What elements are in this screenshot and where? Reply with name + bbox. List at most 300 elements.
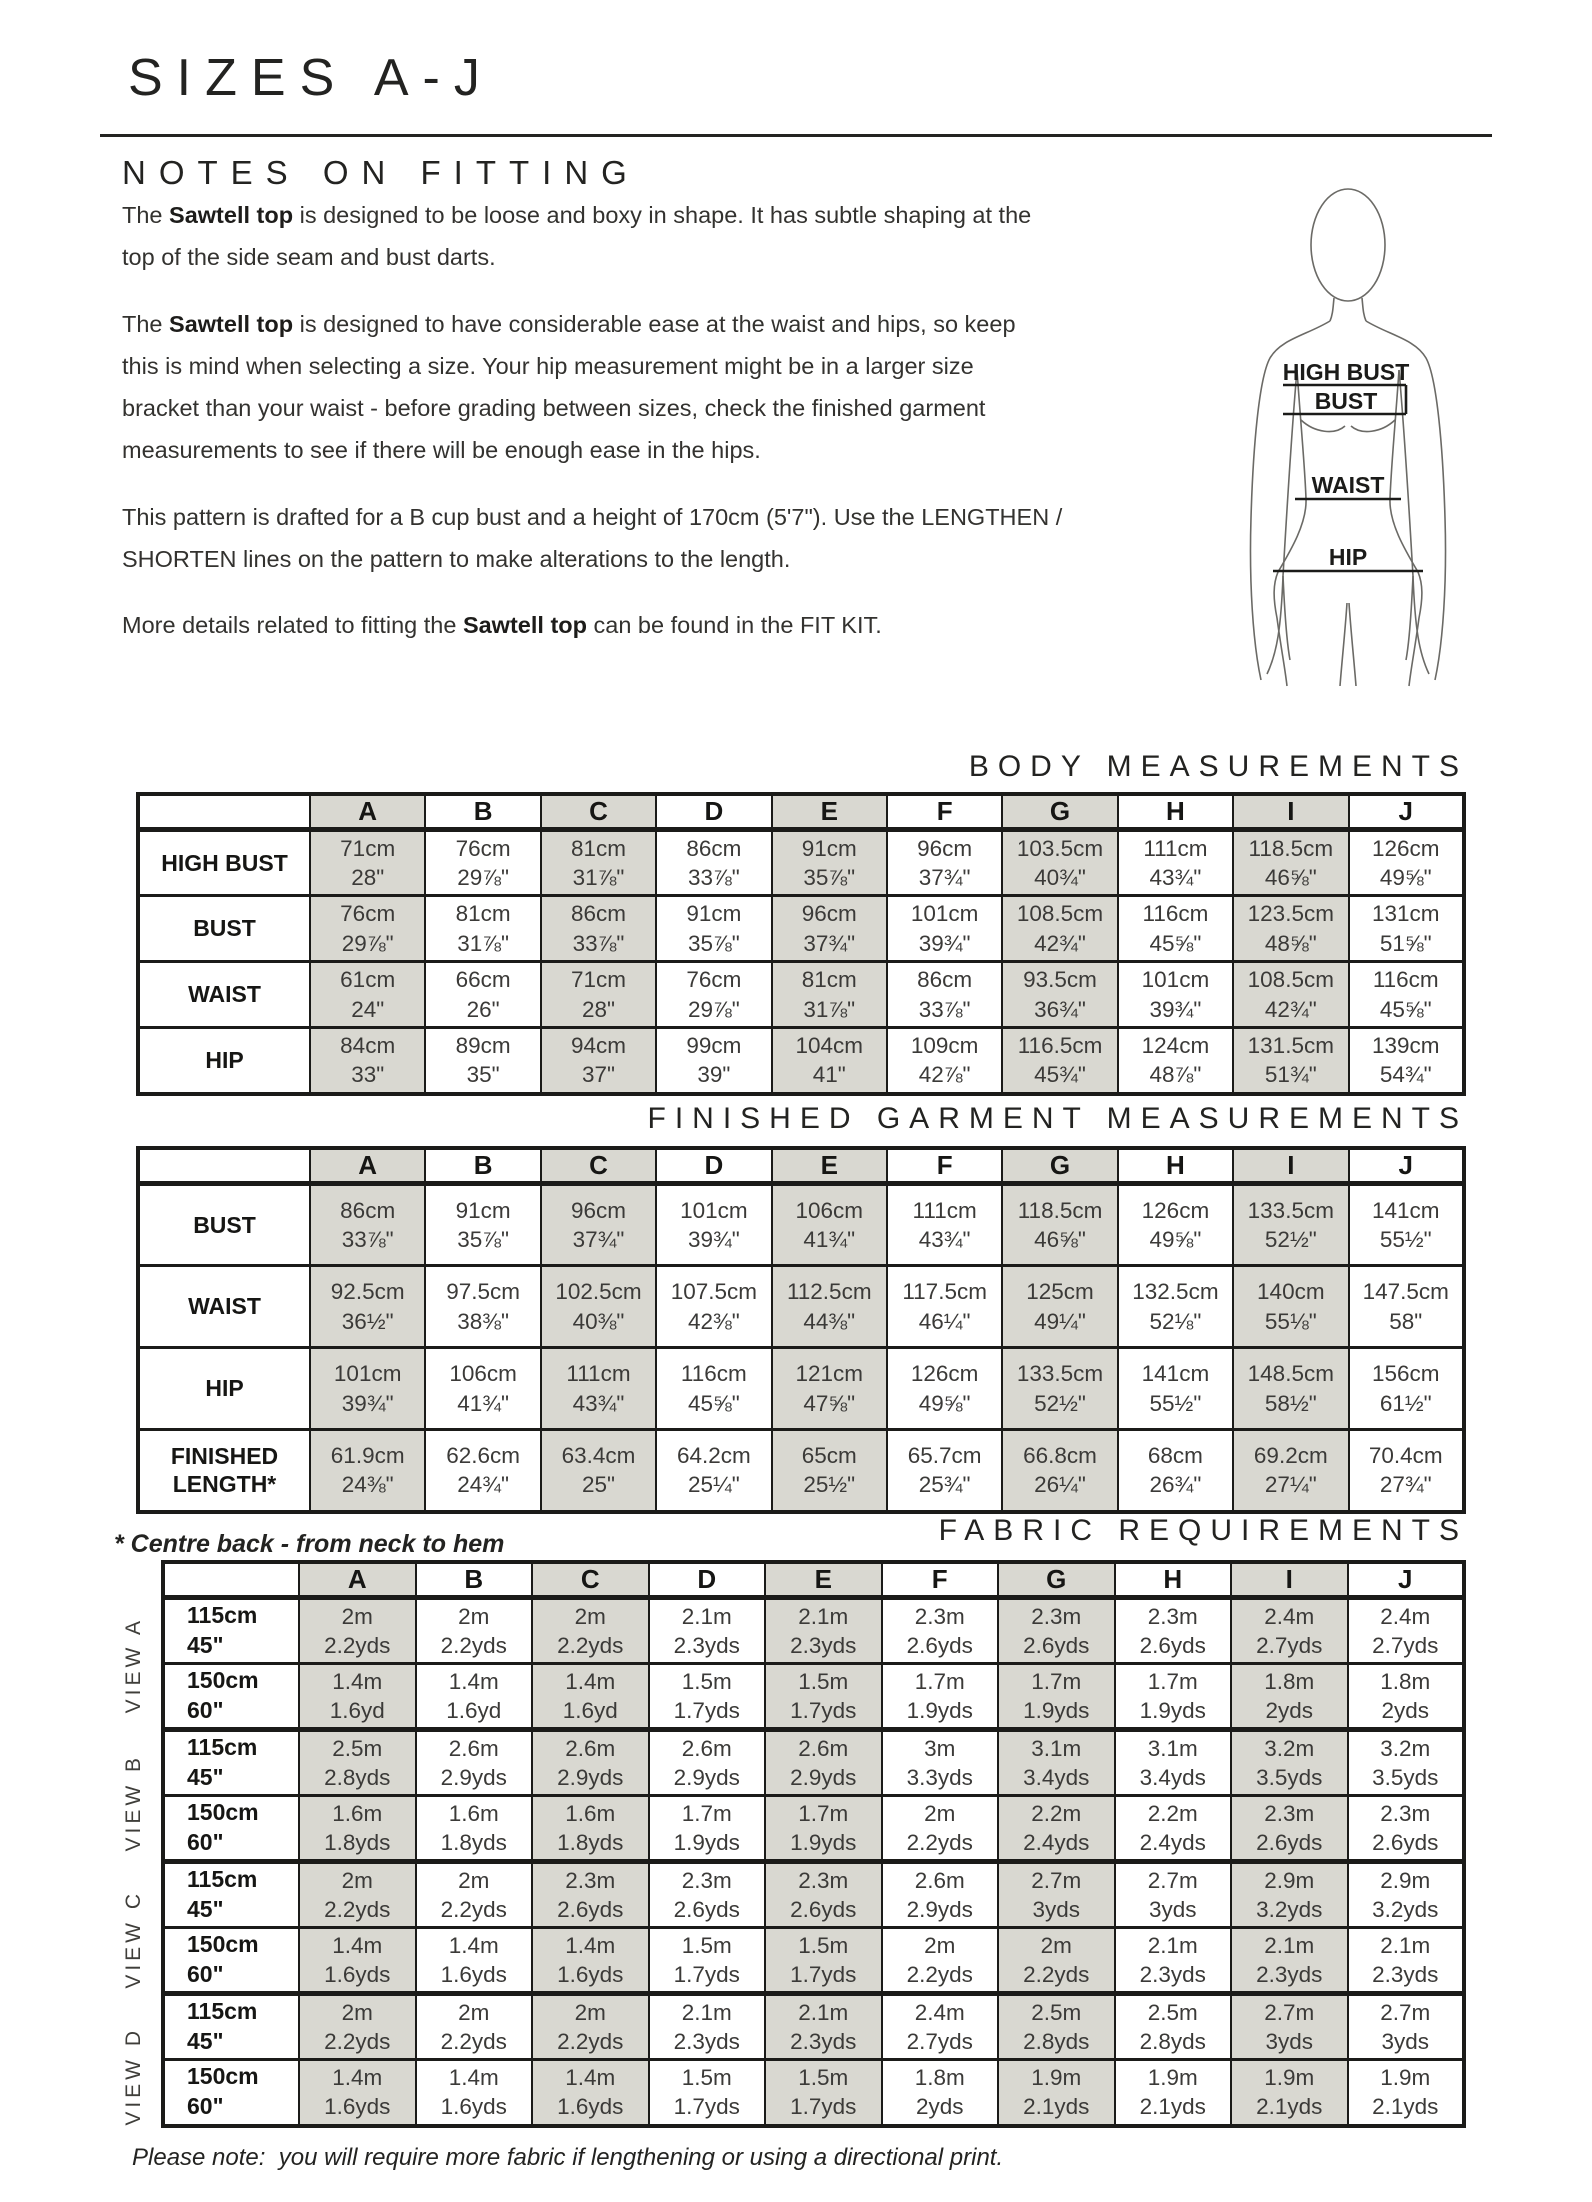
metric-value: 2.1m [1147,1932,1198,1958]
imperial-value: 3yds [1148,1897,1197,1922]
metric-value: 131cm [1371,901,1440,927]
fabric-cell [649,1796,766,1862]
measurement-cell [656,1184,771,1266]
metric-value: 2.9m [1380,1867,1431,1893]
fabric-cell [649,1928,766,1994]
fabric-cell [1231,1994,1348,2060]
imperial-value: 29⅞" [457,865,509,890]
metric-value: 2.3m [565,1867,616,1893]
divider-rule [100,134,1492,137]
imperial-value: 33⅞" [572,930,625,956]
fabric-cell [1348,1994,1465,2060]
measurement-cell [425,962,540,1028]
view-label-text: VIEW A [122,1617,145,1714]
imperial-value: 29⅞" [341,930,394,956]
metric-value: 1.4m [332,2065,383,2090]
text-run: This pattern is drafted for a B cup bust and a height of 170cm (5'7"). Use the LENGTHEN / [122,503,1063,530]
metric-value: 108.5cm [1247,967,1334,993]
imperial-value: 58½" [1264,1390,1317,1416]
fabric-width-cm: 115cm [187,1998,258,2025]
metric-value: 2.1m [798,1999,849,2025]
metric-value: 1.5m [681,1932,732,1958]
metric-value: 118.5cm [1017,1197,1103,1223]
measurement-cell [887,1266,1002,1348]
metric-value: 61cm [340,967,396,993]
fabric-cell [1231,1664,1348,1730]
metric-value: 2.1m [798,1603,849,1629]
size-column-header: G [1002,794,1117,830]
measurement-cell [541,1348,656,1430]
imperial-value: 2.6yds [1256,1830,1323,1855]
metric-value: 116cm [1142,901,1209,927]
measurement-cell [1118,1184,1233,1266]
measurement-cell [541,1430,656,1512]
metric-value: 109cm [910,1033,979,1058]
metric-value: 66cm [455,967,511,993]
metric-value: 147.5cm [1362,1279,1449,1305]
fabric-cell [1115,2060,1232,2126]
metric-value: 106cm [795,1197,864,1223]
size-column-header: E [765,1562,882,1598]
fabric-cell [1348,1928,1465,1994]
fabric-requirements-table [161,1560,1466,2128]
imperial-value: 2.9yds [440,1765,507,1790]
imperial-value: 27¾" [1379,1472,1432,1498]
imperial-value: 2.6yds [790,1897,857,1922]
corner-cell [163,1562,299,1598]
imperial-value: 3yds [1032,1897,1081,1922]
measurement-cell [1002,1430,1117,1512]
metric-value: 2.3m [1147,1603,1198,1629]
measurement-cell [1002,896,1117,962]
metric-value: 116cm [1372,967,1439,993]
imperial-value: 1.6yds [557,1962,624,1987]
table-row [138,1184,1464,1266]
imperial-value: 43¾" [1149,865,1202,890]
size-column-header: C [541,1148,656,1184]
table-row [138,830,1464,896]
measurement-cell [1233,1430,1348,1512]
fabric-width-in: 45" [187,1764,224,1790]
fabric-cell [1115,1730,1232,1796]
metric-value: 1.4m [448,1668,499,1694]
metric-value: 62.6cm [446,1443,520,1468]
measurement-cell [541,1028,656,1094]
imperial-value: 49¼" [1034,1308,1086,1334]
imperial-value: 35" [466,1062,500,1088]
fabric-cell [299,1994,416,2060]
text-run: More details related to fitting the [122,612,463,639]
fabric-cell [998,1598,1115,1664]
metric-value: 1.5m [798,1668,849,1694]
measurement-cell [656,1348,771,1430]
metric-value: 96cm [570,1197,626,1223]
measurement-cell [1002,1348,1117,1430]
imperial-value: 54¾" [1379,1062,1432,1088]
metric-value: 91cm [801,835,857,861]
corner-cell [138,794,310,830]
fabric-width-in: 45" [187,1896,224,1922]
fabric-cell [882,1730,999,1796]
measurement-cell [656,896,771,962]
metric-value: 3m [924,1735,956,1761]
imperial-value: 1.6yds [440,2094,507,2120]
fabric-cell [299,1862,416,1928]
imperial-value: 35⅞" [803,865,856,890]
metric-value: 2.3m [1264,1800,1315,1826]
imperial-value: 1.8yds [324,1830,391,1855]
imperial-value: 40⅜" [572,1308,625,1334]
imperial-value: 25" [581,1472,615,1498]
metric-value: 76cm [686,967,742,993]
measurement-cell [887,1184,1002,1266]
fabric-width-in: 60" [187,2093,224,2120]
metric-value: 97.5cm [446,1279,520,1305]
imperial-value: 3.2yds [1372,1897,1439,1922]
metric-value: 1.4m [448,2065,499,2090]
imperial-value: 1.8yds [440,1830,507,1855]
fabric-width-label [163,1730,299,1796]
imperial-value: 3yds [1381,2029,1430,2054]
size-column-header: B [425,794,540,830]
row-label: HIGH BUST [138,830,310,896]
metric-value: 111cm [912,1197,977,1223]
imperial-value: 49⅝" [918,1390,971,1416]
text-run: is designed to be loose and boxy in shape. It has subtle shaping at the [293,202,1032,228]
imperial-value: 39¾" [1149,996,1202,1022]
imperial-value: 26¼" [1034,1472,1086,1498]
imperial-value: 39¾" [918,930,971,956]
imperial-value: 55⅛" [1264,1308,1317,1334]
metric-value: 93.5cm [1023,967,1097,993]
imperial-value: 2.2yds [440,1897,507,1922]
imperial-value: 42¾" [1264,996,1317,1022]
view-label [110,1734,158,1871]
fabric-cell [416,1730,533,1796]
imperial-value: 1.9yds [1139,1698,1206,1723]
measurement-cell [1233,896,1348,962]
imperial-value: 36¾" [1034,996,1086,1022]
imperial-value: 51⅝" [1379,930,1432,956]
measurement-cell [310,1184,425,1266]
metric-value: 101cm [680,1197,748,1223]
metric-value: 139cm [1371,1033,1440,1058]
metric-value: 99cm [686,1033,742,1058]
fabric-cell [532,2060,649,2126]
finished-garment-measurements-table [136,1146,1466,1514]
measurement-cell [772,896,887,962]
fitting-paragraph [122,303,1322,472]
fabric-cell [649,1598,766,1664]
imperial-value: 55½" [1379,1227,1432,1252]
fabric-cell [998,1928,1115,1994]
size-column-header: D [656,794,771,830]
metric-value: 2.1m [1264,1932,1315,1958]
fabric-cell [882,2060,999,2126]
imperial-value: 1.6yds [557,2094,624,2120]
fabric-cell [416,1796,533,1862]
metric-value: 2.2m [1031,1800,1082,1826]
metric-value: 1.8m [1264,1668,1315,1694]
fabric-width-label [163,1994,299,2060]
measurement-cell [1349,1348,1464,1430]
measurement-cell [656,962,771,1028]
fabric-cell [416,1862,533,1928]
fabric-width-cm: 150cm [187,1799,259,1826]
metric-value: 1.7m [1147,1668,1198,1694]
fabric-width-cm: 115cm [187,1866,258,1893]
metric-value: 96cm [801,901,857,927]
imperial-value: 1.9yds [1023,1698,1090,1723]
size-column-header: J [1349,794,1464,830]
metric-value: 2.9m [1264,1867,1315,1893]
imperial-value: 31⅞" [572,865,625,890]
measurement-cell [1233,1266,1348,1348]
imperial-value: 35⅞" [457,1227,509,1252]
fabric-cell [1115,1598,1232,1664]
measurement-cell [772,1430,887,1512]
imperial-value: 45⅝" [687,1390,740,1416]
metric-value: 84cm [340,1033,396,1058]
size-column-header: B [416,1562,533,1598]
metric-value: 1.5m [681,1668,732,1694]
metric-value: 2.4m [914,1999,965,2025]
imperial-value: 29⅞" [687,996,740,1022]
imperial-value: 2.7yds [1256,1633,1323,1658]
imperial-value: 24" [351,996,385,1022]
measurement-cell [1118,1266,1233,1348]
metric-value: 1.4m [565,2065,616,2090]
size-column-header: J [1348,1562,1465,1598]
fabric-cell [416,1664,533,1730]
imperial-value: 33" [351,1062,385,1088]
metric-value: 1.5m [681,2065,732,2090]
metric-value: 2m [574,1999,606,2025]
metric-value: 1.9m [1264,2065,1315,2090]
metric-value: 89cm [455,1033,511,1058]
metric-value: 1.6m [332,1800,383,1826]
imperial-value: 2.4yds [1023,1830,1090,1855]
metric-value: 2.6m [681,1735,732,1761]
measurement-cell [1349,1184,1464,1266]
imperial-value: 45¾" [1034,1062,1086,1088]
imperial-value: 3.3yds [906,1765,973,1790]
measurement-cell [887,1348,1002,1430]
imperial-value: 2.6yds [1372,1830,1439,1855]
fabric-width-in: 60" [187,1697,224,1723]
fabric-cell [532,1730,649,1796]
metric-value: 2.2m [1147,1800,1198,1826]
metric-value: 156cm [1371,1361,1440,1387]
pattern-name-bold: Sawtell top [462,612,587,639]
waist-label: WAIST [1311,472,1385,498]
size-column-header: J [1349,1148,1464,1184]
imperial-value: 25½" [803,1472,856,1498]
measurement-cell [887,830,1002,896]
fabric-cell [998,1664,1115,1730]
imperial-value: 28" [581,996,615,1022]
measurement-cell [772,962,887,1028]
metric-value: 101cm [910,901,979,927]
metric-value: 108.5cm [1016,901,1104,927]
size-column-header: C [541,794,656,830]
metric-value: 2.3m [798,1867,849,1893]
metric-value: 91cm [686,901,742,927]
metric-value: 2.7m [1264,1999,1315,2025]
row-label: WAIST [138,962,310,1028]
imperial-value: 39¾" [687,1227,740,1252]
measurement-cell [541,830,656,896]
fabric-cell [532,1598,649,1664]
metric-value: 106cm [449,1361,517,1387]
imperial-value: 24¾" [457,1472,509,1498]
imperial-value: 2.9yds [906,1897,973,1922]
metric-value: 121cm [795,1361,864,1387]
fabric-width-label [163,1598,299,1664]
row-label: FINISHED LENGTH* [138,1430,310,1512]
table-row [138,896,1464,962]
metric-value: 2.6m [565,1735,616,1761]
fabric-width-cm: 150cm [187,1931,259,1958]
table-row [138,1266,1464,1348]
imperial-value: 2.3yds [673,1633,740,1658]
text-run: bracket than your waist - before grading between sizes, check the finished garment [122,395,986,422]
metric-value: 68cm [1147,1443,1203,1468]
imperial-value: 49⅝" [1379,865,1432,890]
measurement-cell [425,1028,540,1094]
measurement-cell [887,896,1002,962]
measurement-cell [1118,896,1233,962]
metric-value: 101cm [333,1361,402,1387]
metric-value: 125cm [1026,1279,1094,1305]
measurement-cell [425,1184,540,1266]
imperial-value: 2.2yds [557,1633,624,1658]
measurement-cell [887,962,1002,1028]
measurement-cell [310,1348,425,1430]
imperial-value: 1.6yd [329,1698,385,1723]
metric-value: 69.2cm [1253,1443,1328,1468]
measurement-cell [310,962,425,1028]
metric-value: 123.5cm [1247,901,1334,927]
imperial-value: 42⅜" [687,1308,740,1334]
imperial-value: 24⅜" [341,1472,394,1498]
metric-value: 2m [458,1867,490,1893]
fabric-row [163,1730,1464,1796]
imperial-value: 44⅜" [803,1308,856,1334]
metric-value: 81cm [455,901,511,927]
fitting-paragraph [122,604,1322,646]
imperial-value: 2.2yds [557,2029,624,2054]
metric-value: 1.7m [681,1800,732,1826]
size-column-header: H [1118,794,1233,830]
imperial-value: 3.4yds [1023,1765,1090,1790]
body-measurements-title: BODY MEASUREMENTS [968,750,1468,783]
fabric-cell [1348,1796,1465,1862]
text-run: is designed to have considerable ease at the waist and hips, so keep [293,310,1016,337]
metric-value: 2m [1040,1932,1072,1958]
size-column-header: D [649,1562,766,1598]
metric-value: 86cm [570,901,626,927]
view-label [110,2008,158,2145]
imperial-value: 2.6yds [557,1897,624,1922]
fabric-requirements-title: FABRIC REQUIREMENTS [938,1514,1468,1547]
measurement-cell [425,1266,540,1348]
metric-value: 111cm [1143,835,1208,861]
imperial-value: 2.8yds [1139,2029,1206,2054]
imperial-value: 55½" [1149,1390,1202,1416]
metric-value: 126cm [910,1361,979,1387]
table-row [138,1430,1464,1512]
measurement-cell [772,1348,887,1430]
fabric-width-in: 45" [187,1632,224,1658]
imperial-value: 45⅝" [1379,996,1432,1022]
fabric-cell [649,2060,766,2126]
fabric-width-cm: 115cm [187,1734,258,1761]
measurement-cell [541,1266,656,1348]
metric-value: 131.5cm [1247,1033,1334,1058]
metric-value: 1.8m [914,2065,965,2090]
metric-value: 66.8cm [1023,1443,1097,1468]
size-column-header: G [998,1562,1115,1598]
imperial-value: 2.1yds [1023,2094,1090,2120]
measurement-cell [1349,830,1464,896]
row-label: WAIST [138,1266,310,1348]
measurement-cell [310,896,425,962]
size-header-row [138,1148,1464,1184]
metric-value: 116cm [680,1361,747,1387]
imperial-value: 2.3yds [790,2029,857,2054]
imperial-value: 39¾" [341,1390,394,1416]
fabric-cell [765,1928,882,1994]
fabric-cell [1348,1664,1465,1730]
imperial-value: 2.3yds [673,2029,740,2054]
size-column-header: I [1233,794,1348,830]
view-labels-column [110,1560,158,2145]
pattern-name-bold: Sawtell top [169,202,294,228]
fabric-cell [882,1994,999,2060]
metric-value: 132.5cm [1132,1279,1219,1305]
metric-value: 65.7cm [907,1443,982,1468]
imperial-value: 41¾" [803,1227,856,1252]
fabric-cell [649,1664,766,1730]
metric-value: 1.7m [914,1668,965,1694]
imperial-value: 41¾" [457,1390,509,1416]
metric-value: 3.2m [1264,1735,1315,1761]
measurement-cell [1349,1430,1464,1512]
fabric-cell [416,1598,533,1664]
metric-value: 1.7m [798,1800,849,1826]
fabric-cell [765,1730,882,1796]
measurement-cell [1233,1028,1348,1094]
imperial-value: 2.3yds [1139,1962,1206,1987]
measurement-cell [541,896,656,962]
fabric-cell [765,1664,882,1730]
measurement-cell [1002,1266,1117,1348]
imperial-value: 27¼" [1264,1472,1317,1498]
imperial-value: 36½" [341,1308,394,1334]
fabric-cell [998,1796,1115,1862]
imperial-value: 1.7yds [790,2094,857,2120]
imperial-value: 1.6yd [446,1698,502,1723]
fabric-cell [532,1994,649,2060]
metric-value: 1.5m [798,1932,849,1958]
imperial-value: 2.2yds [1023,1962,1090,1987]
imperial-value: 2.2yds [324,1633,391,1658]
fabric-cell [1231,1730,1348,1796]
size-column-header: A [299,1562,416,1598]
imperial-value: 2.3yds [1256,1962,1323,1987]
imperial-value: 37¾" [918,865,971,890]
